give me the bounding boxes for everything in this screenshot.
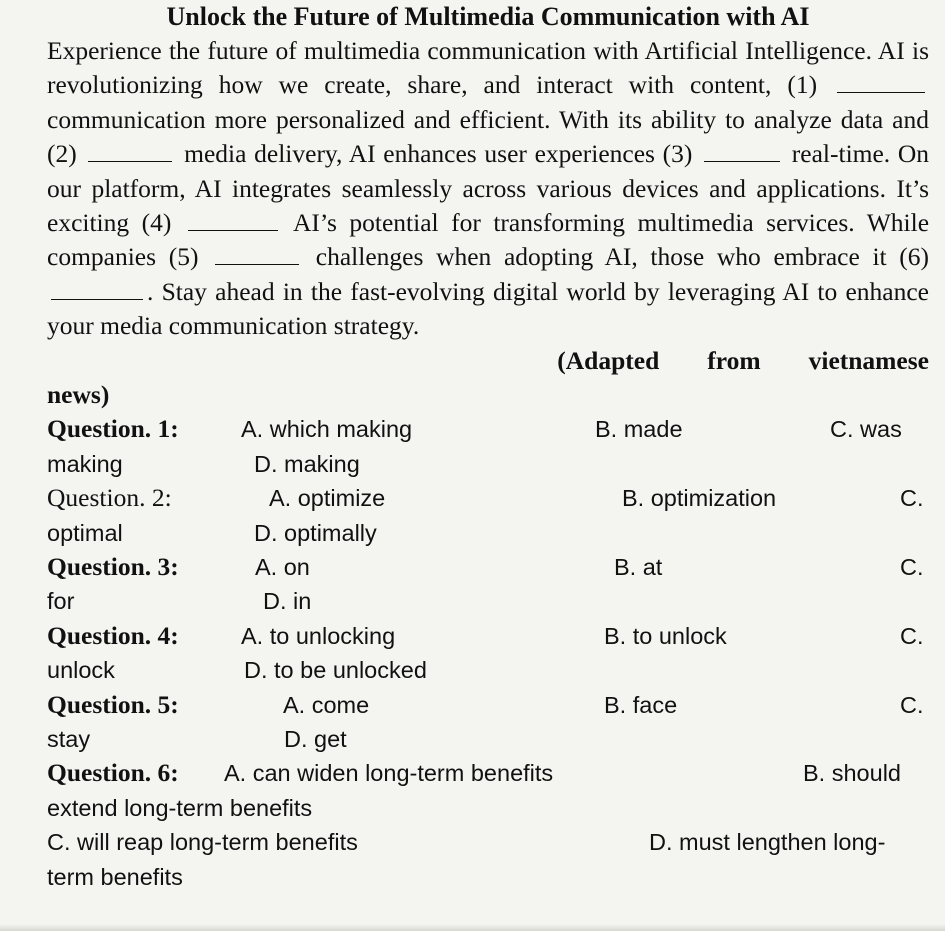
passage-text-7: . Stay ahead in the fast-evolving digital world by leveraging AI to enhance your media communication strategy. [47, 276, 929, 341]
question-3-option-c-text[interactable]: for [47, 588, 75, 615]
question-5-option-d[interactable]: D. get [284, 725, 347, 752]
question-6-option-c[interactable]: C. will reap long-term benefits [47, 829, 358, 856]
question-1-cont [47, 447, 929, 481]
passage-text-1: Experience the future of multimedia communication with Artificial Intelligence. AI is revolutionizing how we create, share, and interact with content, (1) [47, 36, 929, 100]
source-adapted: (Adapted [557, 345, 660, 375]
question-6-option-d-text[interactable]: term benefits [47, 863, 183, 890]
question-4-option-d[interactable]: D. to be unlocked [244, 657, 427, 684]
blank-6 [51, 279, 143, 300]
question-1-option-c[interactable]: C. was [830, 416, 902, 443]
page-bottom-edge [0, 924, 945, 931]
source-from: from [707, 345, 761, 375]
question-1 [47, 412, 929, 446]
question-2-option-d[interactable]: D. optimally [254, 519, 377, 546]
question-6-option-a[interactable]: A. can widen long-term benefits [224, 760, 554, 787]
question-5-label: Question. 5: [47, 689, 179, 719]
question-2-cont [47, 516, 929, 550]
question-5-option-a[interactable]: A. come [283, 691, 370, 718]
source-citation [47, 344, 929, 413]
passage-text-2: communication more personalized and efficient. With its ability to analyze data and (2) [47, 104, 929, 169]
question-6-cont-1 [47, 791, 929, 825]
question-5 [47, 688, 929, 722]
question-5-cont [47, 722, 929, 756]
question-3-option-b[interactable]: B. at [614, 554, 663, 581]
question-2 [47, 481, 929, 515]
question-4-cont [47, 653, 929, 687]
question-4-option-c[interactable]: C. [900, 622, 924, 649]
question-6-option-b[interactable]: B. should [803, 760, 901, 787]
document-title: Unlock the Future of Multimedia Communication with AI [166, 2, 810, 31]
source-news: news) [47, 380, 110, 410]
question-2-label-text [47, 481, 172, 515]
question-5-option-c-text[interactable]: stay [47, 725, 91, 752]
passage-text-6: challenges when adopting AI, those who embrace it (6) [315, 242, 930, 272]
blank-5 [215, 244, 299, 265]
blank-4 [188, 210, 278, 231]
question-6-label: Question. 6: [47, 758, 179, 788]
question-4 [47, 619, 929, 653]
question-3-option-d[interactable]: D. in [263, 588, 312, 615]
question-4-option-b[interactable]: B. to unlock [604, 622, 727, 649]
question-2-option-c[interactable]: C. [900, 485, 924, 512]
question-6 [47, 756, 929, 790]
question-5-option-b[interactable]: B. face [604, 691, 678, 718]
question-5-option-c[interactable]: C. [900, 691, 924, 718]
question-1-option-d[interactable]: D. making [254, 450, 360, 477]
question-6-cont-2 [47, 825, 929, 859]
question-6-option-d[interactable]: D. must lengthen long- [649, 829, 886, 856]
question-3-option-a[interactable]: A. on [255, 554, 310, 581]
blank-2 [88, 141, 172, 162]
question-2-option-a[interactable]: A. optimize [269, 485, 386, 512]
reading-passage [47, 34, 929, 344]
question-1-option-b[interactable]: B. made [595, 416, 683, 443]
question-3-cont [47, 584, 929, 618]
passage-text-5: AI’s potential for transforming multimedia services. While companies (5) [47, 208, 930, 272]
question-2-label: Question. 2: [47, 483, 172, 513]
passage-text-3: media delivery, AI enhances user experiences (3) [184, 139, 693, 169]
question-6-cont-3 [47, 860, 929, 894]
question-6-option-b-text[interactable]: extend long-term benefits [47, 794, 313, 821]
question-1-option-a[interactable]: A. which making [241, 416, 413, 443]
question-3-label: Question. 3: [47, 552, 179, 582]
question-1-label: Question. 1: [47, 414, 179, 444]
question-1-option-c-text[interactable]: making [47, 450, 123, 477]
question-4-option-a[interactable]: A. to unlocking [241, 622, 396, 649]
question-3-option-c[interactable]: C. [900, 554, 924, 581]
question-4-label: Question. 4: [47, 620, 179, 650]
blank-1 [837, 72, 925, 93]
question-3 [47, 550, 929, 584]
question-2-option-c-text[interactable]: optimal [47, 519, 123, 546]
question-2-option-b[interactable]: B. optimization [622, 485, 777, 512]
passage-text-4: real-time. On our platform, AI integrates seamlessly across various devices and applications. It’s exciting (4) [47, 139, 930, 238]
question-4-option-c-text[interactable]: unlock [47, 657, 115, 684]
document-page [47, 0, 929, 894]
blank-3 [704, 141, 780, 162]
source-vietnamese: vietnamese [808, 345, 929, 375]
